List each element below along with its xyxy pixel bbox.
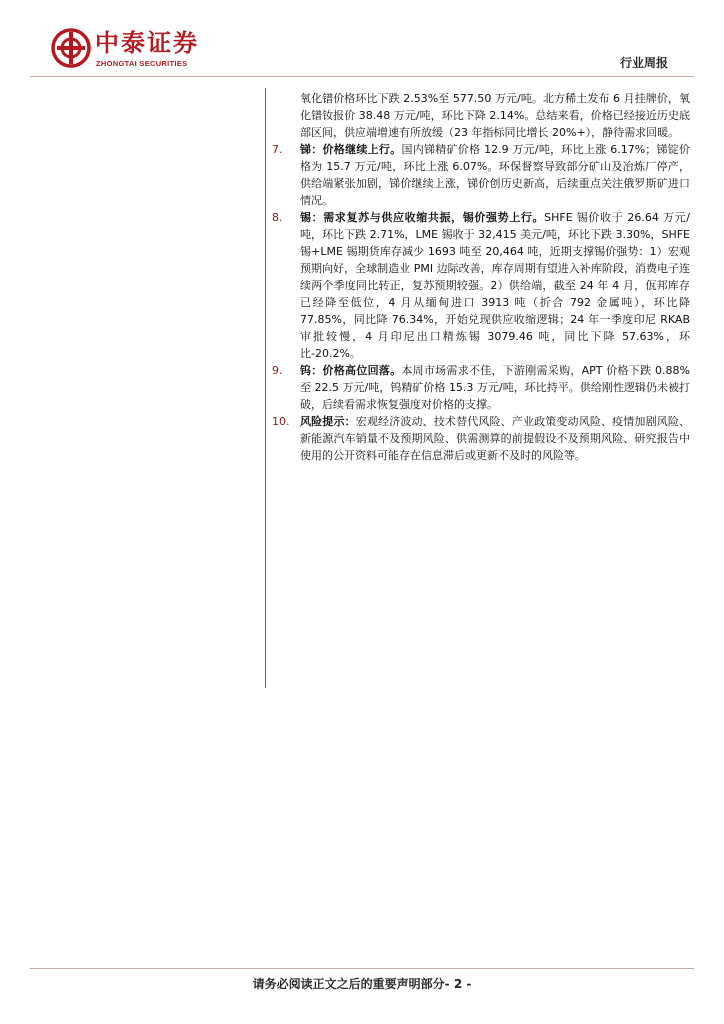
item-body: SHFE 锡价收于 26.64 万元/吨，环比下跌 2.71%，LME 锡收于 32,415 美元/吨，环比下跌 3.30%，SHFE 锡+LME 锡期货库存减少 1693 吨至 20,464 吨，近期支撑锡价强势：1）宏观预期向好，全球制造业 PMI 边际改善，库存周期有望进入补库阶段，消费电子连续两个季度同比转正，复苏预期较强。2）供给端，截至 24 年 4 月，佤邦库存已经降至低位，4 月从缅甸进口 3913 吨（折合 792 金属吨），环比降 77.85%，同比降 76.34%，开始兑现供应收缩逻辑；24 年一季度印尼 RKAB 审批较慢，4 月印尼出口精炼锡 3079.46 吨，同比下降 57.63%，环比-20.2%。	[300, 211, 691, 360]
page-header	[0, 0, 724, 80]
report-type-label: 行业周报	[619, 56, 668, 70]
zhongtai-logo-icon	[51, 28, 91, 68]
list-item-risk	[270, 413, 690, 464]
item-number: 8.	[272, 211, 283, 224]
item-number: 7.	[272, 143, 283, 156]
item-number: 9.	[272, 364, 283, 377]
item-body: 宏观经济波动、技术替代风险、产业政策变动风险、疫情加剧风险、新能源汽车销量不及预期风险、供需测算的前提假设不及预期风险、研究报告中使用的公开资料可能存在信息滞后或更新不及时的风险等。	[300, 415, 691, 462]
header-divider	[30, 76, 694, 77]
list-item-tungsten	[270, 362, 690, 413]
list-item-antimony	[270, 141, 690, 209]
company-logo	[51, 28, 223, 72]
page-footer: 请务必阅读正文之后的重要声明部分- 2 -	[252, 977, 472, 991]
item-heading: 锡：需求复苏与供应收缩共振，锡价强势上行。	[300, 211, 545, 224]
main-content	[270, 90, 690, 464]
footer-divider	[30, 968, 694, 969]
item-body: 本周市场需求不佳，下游刚需采购，APT 价格下跌 0.88%至 22.5 万元/吨，钨精矿价格 15.3 万元/吨，环比持平。供给刚性逻辑仍未被打破，后续看需求恢复强度对价格的支撑。	[300, 364, 690, 411]
logo-text-cn: 中泰证券	[95, 29, 199, 57]
item-number: 10.	[272, 415, 290, 428]
item-heading: 锑：价格继续上行。	[300, 143, 402, 156]
logo-text-en: ZHONGTAI SECURITIES	[96, 59, 188, 68]
list-item-tin	[270, 209, 690, 362]
item-heading: 风险提示：	[300, 415, 356, 428]
margin-rule	[265, 88, 266, 688]
item-body: 国内锑精矿价格 12.9 万元/吨，环比上涨 6.17%；锑锭价格为 15.7 万元/吨，环比上涨 6.07%。环保督察导致部分矿山及冶炼厂停产，供给端紧张加剧，锑价继续上涨，锑价创历史新高，后续重点关注俄罗斯矿进口情况。	[300, 143, 691, 207]
item-heading: 钨：价格高位回落。	[300, 364, 402, 377]
continuation-paragraph: 氧化镨价格环比下跌 2.53%至 577.50 万元/吨。北方稀土发布 6 月挂牌价，氧化镨钕报价 38.48 万元/吨，环比下降 2.14%。总结来看，价格已经接近历史底部区间，供应端增速有所放缓（23 年指标同比增长 20%+），静待需求回暖。	[300, 92, 690, 139]
